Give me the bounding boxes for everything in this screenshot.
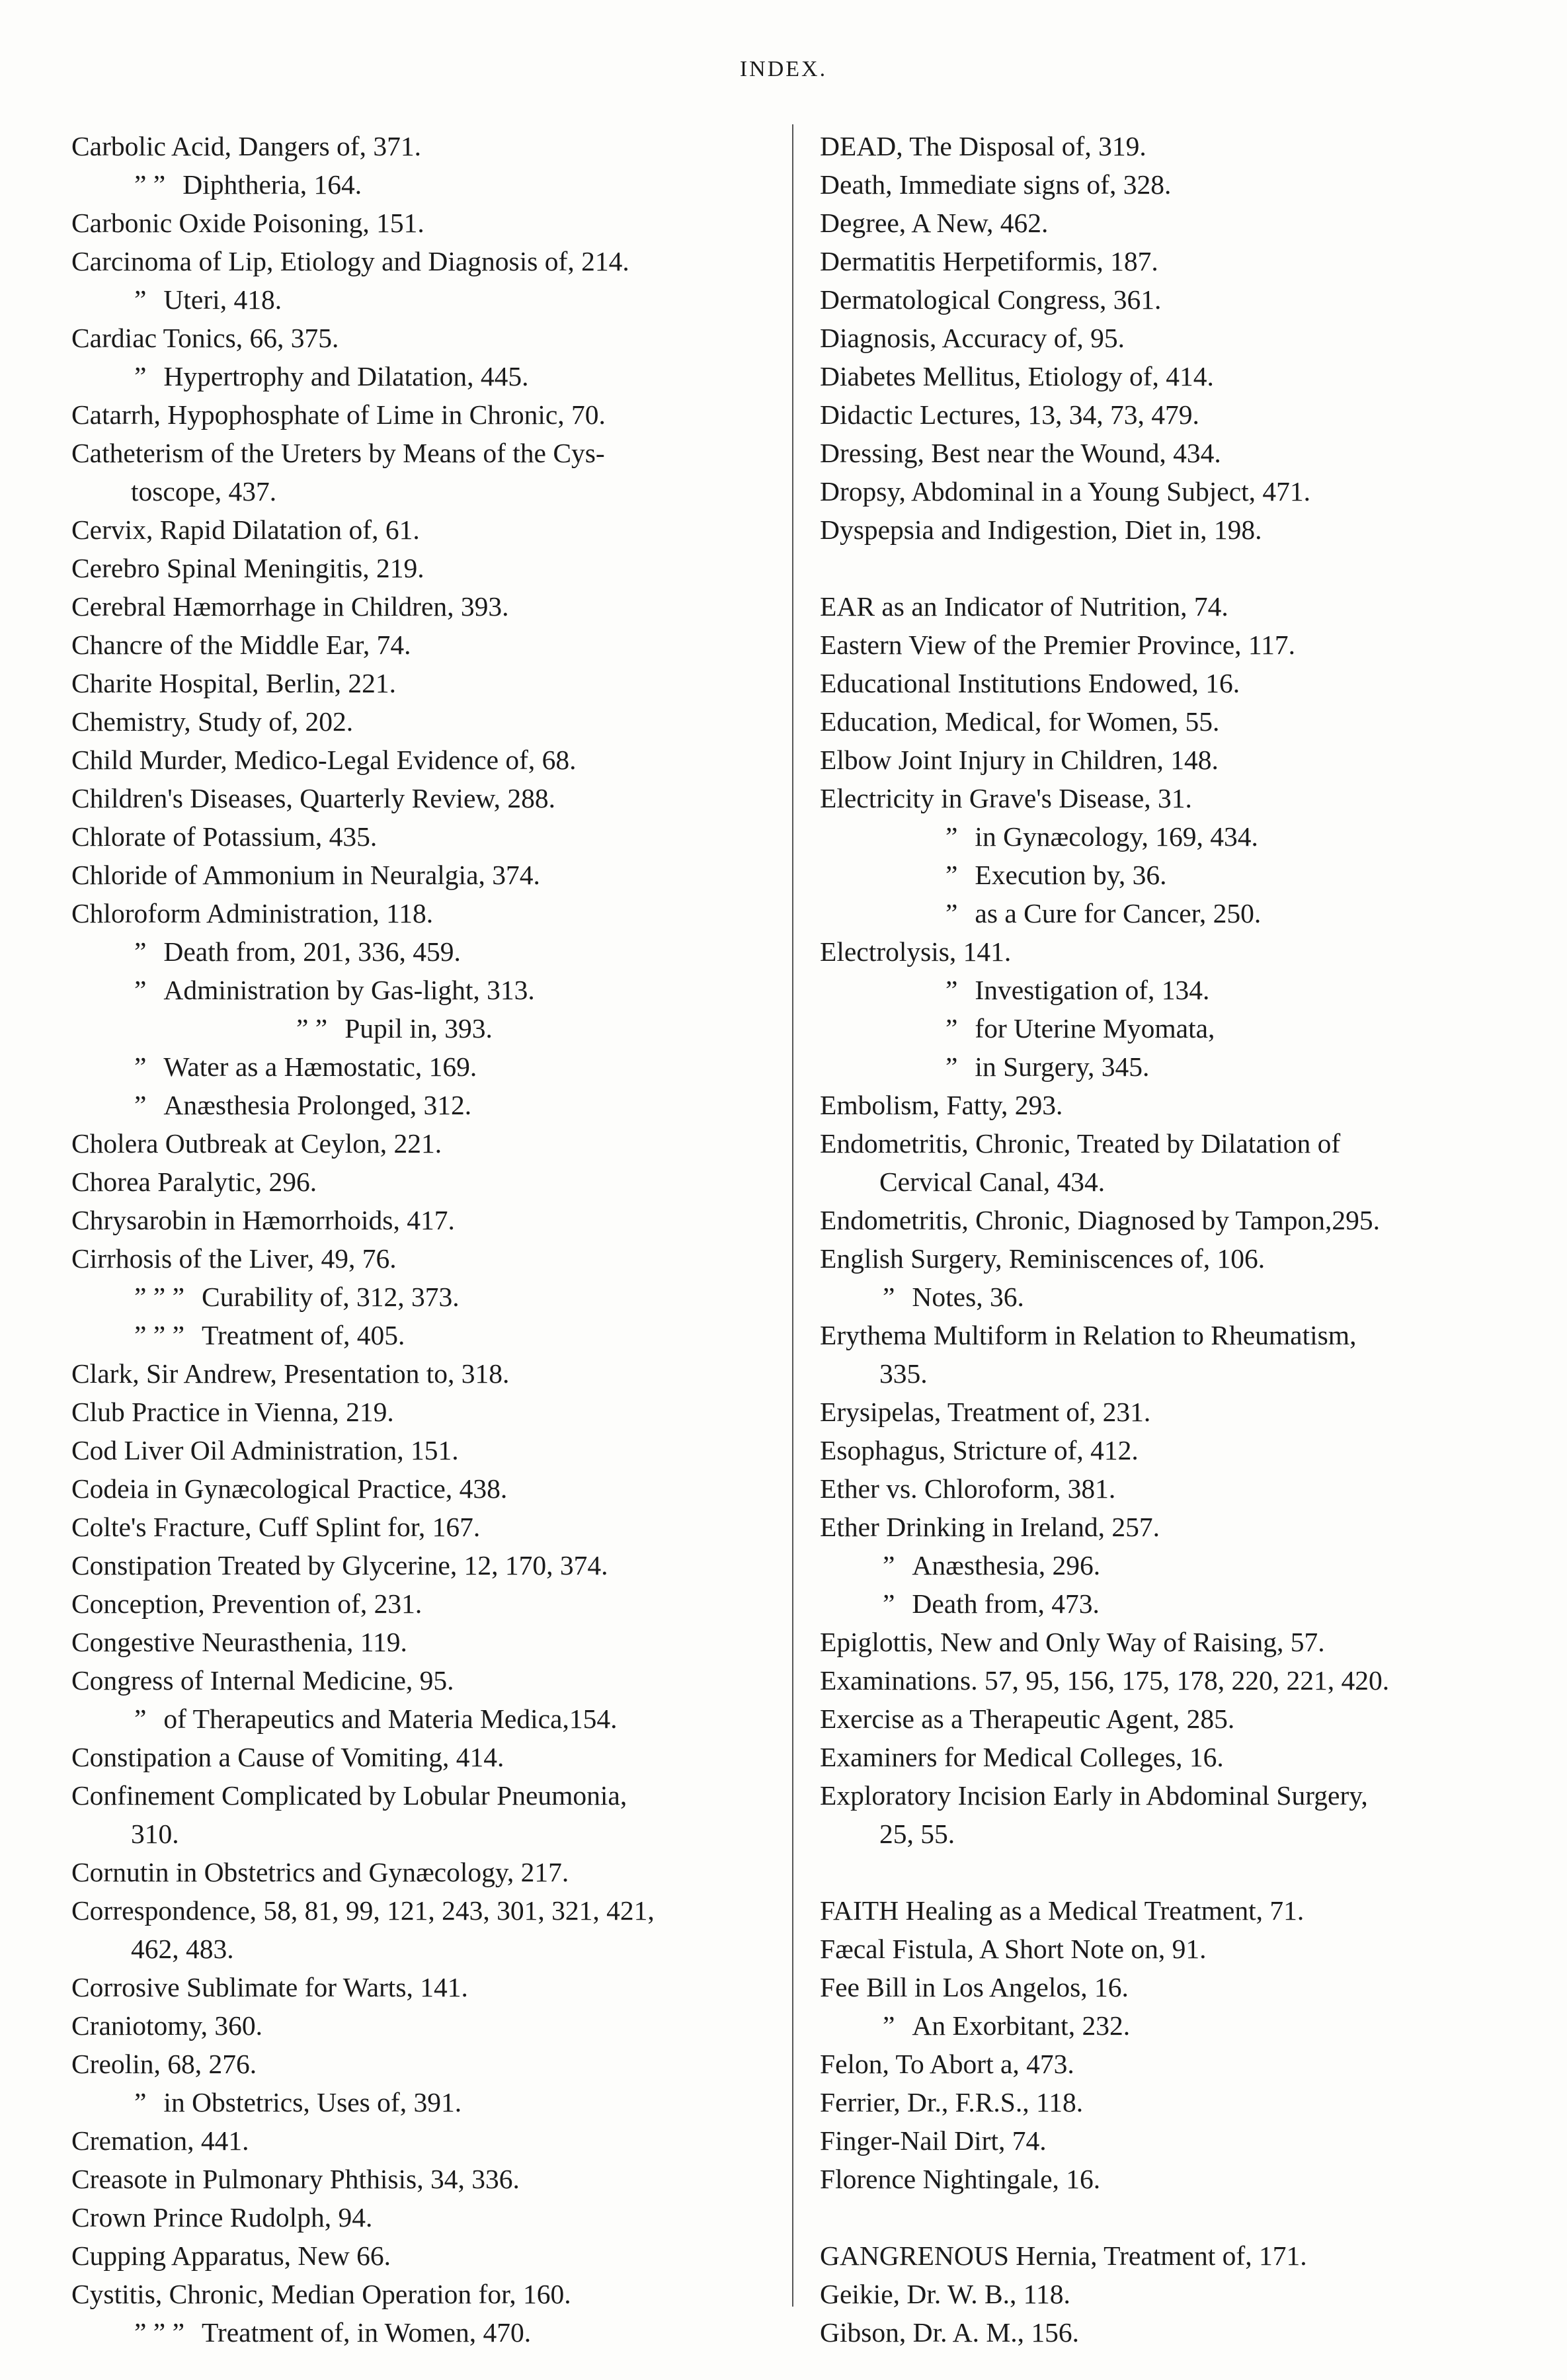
ditto-mark: ” ” ” (134, 1320, 185, 1350)
index-entry (820, 2236, 1527, 2275)
index-entry (71, 242, 785, 280)
section-spacer (820, 1853, 1527, 1891)
entry-text: Epiglottis, New and Only Way of Raising, 57. (820, 1627, 1325, 1657)
entry-text: Crown Prince Rudolph, 94. (71, 2202, 373, 2233)
index-entry (71, 2236, 785, 2275)
entry-text: Clark, Sir Andrew, Presentation to, 318. (71, 1358, 510, 1389)
entry-text: Chloroform Administration, 118. (71, 898, 434, 928)
entry-text: Investigation of, 134. (975, 975, 1210, 1005)
entry-text: Electricity in Grave's Disease, 31. (820, 783, 1192, 813)
index-entry (820, 204, 1527, 242)
entry-text: Cupping Apparatus, New 66. (71, 2240, 391, 2271)
index-entry (820, 2006, 1527, 2045)
index-entry (820, 971, 1527, 1009)
entry-text: in Surgery, 345. (975, 1051, 1150, 1082)
entry-text: Carbolic Acid, Dangers of, 371. (71, 131, 422, 161)
index-entry (71, 1393, 785, 1431)
entry-text: Charite Hospital, Berlin, 221. (71, 668, 397, 698)
entry-text: Correspondence, 58, 81, 99, 121, 243, 301, 321, 421, (71, 1895, 655, 1926)
entry-text: Cremation, 441. (71, 2125, 249, 2156)
index-entry (820, 2275, 1527, 2313)
index-entry (71, 779, 785, 817)
column-divider (792, 124, 793, 2307)
index-entry (71, 817, 785, 856)
index-entry (820, 1047, 1527, 1086)
page-header: INDEX. (739, 57, 828, 81)
entry-text: An Exorbitant, 232. (912, 2010, 1131, 2041)
entry-text: Educational Institutions Endowed, 16. (820, 668, 1240, 698)
ditto-mark: ” ” (134, 169, 166, 200)
index-entry (820, 702, 1527, 741)
entry-text: Eastern View of the Premier Province, 117. (820, 630, 1295, 660)
entry-text: Cholera Outbreak at Ceylon, 221. (71, 1128, 442, 1159)
index-entry (820, 1201, 1527, 1239)
entry-text: Cerebro Spinal Meningitis, 219. (71, 553, 424, 583)
index-entry (820, 817, 1527, 856)
ditto-mark: ” (883, 1550, 895, 1580)
index-entry (71, 702, 785, 741)
entry-text: Colte's Fracture, Cuff Splint for, 167. (71, 1512, 481, 1542)
index-entry (71, 1891, 785, 1930)
entry-text: Constipation Treated by Glycerine, 12, 170, 374. (71, 1550, 608, 1580)
entry-text: as a Cure for Cancer, 250. (975, 898, 1262, 928)
index-entry (820, 2313, 1527, 2352)
ditto-mark: ” (883, 1588, 895, 1619)
entry-text: Cornutin in Obstetrics and Gynæcology, 217. (71, 1857, 569, 1887)
ditto-mark: ” (134, 1090, 147, 1120)
entry-text: toscope, 437. (131, 476, 277, 507)
index-entry (820, 1584, 1527, 1623)
entry-text: Death from, 201, 336, 459. (163, 936, 461, 967)
ditto-mark: ” (134, 1051, 147, 1082)
index-entry (71, 2121, 785, 2160)
index-entry (820, 319, 1527, 357)
index-entry (820, 587, 1527, 626)
entry-text: Diagnosis, Accuracy of, 95. (820, 323, 1125, 353)
index-entry (71, 664, 785, 702)
entry-text: Esophagus, Stricture of, 412. (820, 1435, 1139, 1465)
entry-text: Congress of Internal Medicine, 95. (71, 1665, 454, 1696)
ditto-mark: ” (883, 1282, 895, 1312)
index-entry (71, 1700, 785, 1738)
ditto-mark: ” ” (296, 1013, 328, 1044)
ditto-mark: ” (945, 1013, 958, 1044)
entry-text: Diphtheria, 164. (182, 169, 362, 200)
entry-text: Death, Immediate signs of, 328. (820, 169, 1172, 200)
entry-text: Craniotomy, 360. (71, 2010, 262, 2041)
index-entry (71, 127, 785, 165)
entry-text: Examinations. 57, 95, 156, 175, 178, 220, 221, 420. (820, 1665, 1390, 1696)
index-entry (71, 280, 785, 319)
index-entry (820, 1930, 1527, 1968)
entry-text: Ether Drinking in Ireland, 257. (820, 1512, 1160, 1542)
entry-text: Chemistry, Study of, 202. (71, 706, 354, 737)
index-entry (71, 204, 785, 242)
index-entry (820, 1239, 1527, 1278)
index-entry (71, 1163, 785, 1201)
index-entry (71, 1431, 785, 1469)
entry-text: English Surgery, Reminiscences of, 106. (820, 1243, 1266, 1274)
ditto-mark: ” (134, 936, 147, 967)
index-entry (71, 2160, 785, 2198)
entry-text: Chrysarobin in Hæmorrhoids, 417. (71, 1205, 455, 1235)
index-entry (71, 1009, 785, 1047)
index-entry (71, 856, 785, 894)
index-entry (71, 1316, 785, 1354)
index-entry (820, 856, 1527, 894)
entry-text: Corrosive Sublimate for Warts, 141. (71, 1972, 468, 2002)
index-entry (820, 2083, 1527, 2121)
ditto-mark: ” (134, 284, 147, 315)
entry-text: Anæsthesia Prolonged, 312. (163, 1090, 472, 1120)
index-entry (820, 2121, 1527, 2160)
entry-text: Erysipelas, Treatment of, 231. (820, 1397, 1151, 1427)
index-entry (71, 1239, 785, 1278)
entry-text: Cerebral Hæmorrhage in Children, 393. (71, 591, 509, 622)
index-entry (71, 472, 785, 511)
index-entry (71, 587, 785, 626)
index-entry (820, 1163, 1527, 1201)
entry-text: Dressing, Best near the Wound, 434. (820, 438, 1221, 468)
index-entry (71, 1930, 785, 1968)
index-entry (71, 1623, 785, 1661)
index-entry (820, 1968, 1527, 2006)
index-entry (71, 2198, 785, 2236)
entry-text: Administration by Gas-light, 313. (163, 975, 535, 1005)
index-entry (820, 1316, 1527, 1354)
index-entry (71, 434, 785, 472)
index-entry (71, 165, 785, 204)
index-entry (820, 1623, 1527, 1661)
index-entry (820, 127, 1527, 165)
index-entry (820, 242, 1527, 280)
index-entry (71, 1546, 785, 1584)
entry-text: Hypertrophy and Dilatation, 445. (163, 361, 529, 391)
section-spacer (820, 549, 1527, 587)
index-entry (71, 357, 785, 395)
index-entry (71, 395, 785, 434)
index-entry (71, 1354, 785, 1393)
entry-text: Florence Nightingale, 16. (820, 2164, 1101, 2194)
entry-text: Execution by, 36. (975, 860, 1167, 890)
entry-text: 25, 55. (879, 1819, 955, 1849)
index-entry (71, 971, 785, 1009)
index-entry (820, 1661, 1527, 1700)
entry-text: Geikie, Dr. W. B., 118. (820, 2279, 1070, 2309)
entry-text: Conception, Prevention of, 231. (71, 1588, 422, 1619)
index-entry (820, 1700, 1527, 1738)
index-entry (71, 2275, 785, 2313)
index-entry (71, 1853, 785, 1891)
entry-text: Cystitis, Chronic, Median Operation for, 160. (71, 2279, 571, 2309)
entry-text: for Uterine Myomata, (975, 1013, 1215, 1044)
entry-text: Fæcal Fistula, A Short Note on, 91. (820, 1934, 1207, 1964)
index-entry (820, 1508, 1527, 1546)
entry-text: DEAD, The Disposal of, 319. (820, 131, 1146, 161)
entry-text: Chorea Paralytic, 296. (71, 1167, 317, 1197)
index-entry (820, 2045, 1527, 2083)
entry-text: Chancre of the Middle Ear, 74. (71, 630, 411, 660)
entry-text: Catarrh, Hypophosphate of Lime in Chronic, 70. (71, 399, 606, 430)
index-entry (820, 664, 1527, 702)
ditto-mark: ” (945, 975, 958, 1005)
entry-text: Pupil in, 393. (344, 1013, 493, 1044)
ditto-mark: ” (945, 1051, 958, 1082)
index-entry (820, 1738, 1527, 1776)
index-entry (71, 741, 785, 779)
entry-text: Children's Diseases, Quarterly Review, 288. (71, 783, 556, 813)
entry-text: Embolism, Fatty, 293. (820, 1090, 1063, 1120)
ditto-mark: ” (134, 361, 147, 391)
entry-text: EAR as an Indicator of Nutrition, 74. (820, 591, 1228, 622)
index-entry (71, 1661, 785, 1700)
entry-text: Elbow Joint Injury in Children, 148. (820, 745, 1219, 775)
entry-text: GANGRENOUS Hernia, Treatment of, 171. (820, 2240, 1307, 2271)
entry-text: in Gynæcology, 169, 434. (975, 821, 1258, 852)
index-entry (71, 1469, 785, 1508)
index-entry (71, 1815, 785, 1853)
index-entry (820, 395, 1527, 434)
entry-text: Gibson, Dr. A. M., 156. (820, 2317, 1079, 2348)
index-entry (71, 1508, 785, 1546)
left-column (71, 127, 785, 2352)
index-entry (71, 894, 785, 932)
entry-text: 335. (879, 1358, 928, 1389)
entry-text: of Therapeutics and Materia Medica,154. (163, 1703, 618, 1734)
entry-text: 462, 483. (131, 1934, 234, 1964)
entry-text: Dermatological Congress, 361. (820, 284, 1162, 315)
entry-text: Degree, A New, 462. (820, 208, 1049, 238)
index-entry (71, 2313, 785, 2352)
entry-text: Curability of, 312, 373. (202, 1282, 460, 1312)
section-spacer (820, 2198, 1527, 2236)
index-entry (820, 932, 1527, 971)
entry-text: in Obstetrics, Uses of, 391. (163, 2087, 462, 2117)
index-entry (820, 280, 1527, 319)
entry-text: Carbonic Oxide Poisoning, 151. (71, 208, 424, 238)
entry-text: Chloride of Ammonium in Neuralgia, 374. (71, 860, 540, 890)
index-entry (820, 2160, 1527, 2198)
index-entry (71, 1738, 785, 1776)
index-entry (820, 1086, 1527, 1124)
entry-text: Exploratory Incision Early in Abdominal Surgery, (820, 1780, 1368, 1811)
index-entry (71, 932, 785, 971)
entry-text: Cervix, Rapid Dilatation of, 61. (71, 514, 420, 545)
entry-text: Club Practice in Vienna, 219. (71, 1397, 394, 1427)
index-entry (71, 1047, 785, 1086)
entry-text: Creolin, 68, 276. (71, 2049, 257, 2079)
ditto-mark: ” (945, 821, 958, 852)
entry-text: Treatment of, in Women, 470. (202, 2317, 532, 2348)
entry-text: Dropsy, Abdominal in a Young Subject, 471. (820, 476, 1311, 507)
index-entry (820, 894, 1527, 932)
index-entry (820, 1124, 1527, 1163)
entry-text: Confinement Complicated by Lobular Pneumonia, (71, 1780, 627, 1811)
entry-text: Examiners for Medical Colleges, 16. (820, 1742, 1224, 1772)
index-entry (71, 511, 785, 549)
entry-text: Carcinoma of Lip, Etiology and Diagnosis of, 214. (71, 246, 629, 276)
entry-text: Cardiac Tonics, 66, 375. (71, 323, 339, 353)
ditto-mark: ” (134, 1703, 147, 1734)
entry-text: Codeia in Gynæcological Practice, 438. (71, 1473, 508, 1504)
index-entry (820, 1469, 1527, 1508)
index-entry (71, 1086, 785, 1124)
entry-text: Child Murder, Medico-Legal Evidence of, 68. (71, 745, 577, 775)
index-entry (71, 1584, 785, 1623)
entry-text: Endometritis, Chronic, Diagnosed by Tampon,295. (820, 1205, 1380, 1235)
index-entry (71, 2006, 785, 2045)
entry-text: Erythema Multiform in Relation to Rheumatism, (820, 1320, 1357, 1350)
entry-text: Ether vs. Chloroform, 381. (820, 1473, 1116, 1504)
entry-text: Felon, To Abort a, 473. (820, 2049, 1074, 2079)
entry-text: Diabetes Mellitus, Etiology of, 414. (820, 361, 1214, 391)
entry-text: Dyspepsia and Indigestion, Diet in, 198. (820, 514, 1262, 545)
entry-text: 310. (131, 1819, 179, 1849)
index-entry (820, 357, 1527, 395)
ditto-mark: ” (883, 2010, 895, 2041)
ditto-mark: ” ” ” (134, 1282, 185, 1312)
index-entry (71, 2045, 785, 2083)
ditto-mark: ” (945, 898, 958, 928)
entry-text: Exercise as a Therapeutic Agent, 285. (820, 1703, 1235, 1734)
entry-text: Ferrier, Dr., F.R.S., 118. (820, 2087, 1084, 2117)
entry-text: Treatment of, 405. (202, 1320, 405, 1350)
entry-text: Cirrhosis of the Liver, 49, 76. (71, 1243, 397, 1274)
entry-text: Uteri, 418. (163, 284, 282, 315)
right-column (820, 127, 1527, 2352)
index-entry (71, 1201, 785, 1239)
entry-text: Didactic Lectures, 13, 34, 73, 479. (820, 399, 1199, 430)
index-entry (71, 1968, 785, 2006)
entry-text: Creasote in Pulmonary Phthisis, 34, 336. (71, 2164, 520, 2194)
index-entry (820, 1815, 1527, 1853)
index-entry (820, 1393, 1527, 1431)
entry-text: Constipation a Cause of Vomiting, 414. (71, 1742, 504, 1772)
index-entry (71, 1124, 785, 1163)
entry-text: Chlorate of Potassium, 435. (71, 821, 378, 852)
index-entry (820, 434, 1527, 472)
index-entry (820, 741, 1527, 779)
entry-text: Dermatitis Herpetiformis, 187. (820, 246, 1158, 276)
ditto-mark: ” (945, 860, 958, 890)
entry-text: Cervical Canal, 434. (879, 1167, 1105, 1197)
index-entry (820, 1009, 1527, 1047)
entry-text: Water as a Hæmostatic, 169. (163, 1051, 477, 1082)
entry-text: Electrolysis, 141. (820, 936, 1012, 967)
index-entry (820, 779, 1527, 817)
index-entry (820, 472, 1527, 511)
entry-text: Notes, 36. (912, 1282, 1024, 1312)
index-entry (71, 626, 785, 664)
index-entry (820, 1431, 1527, 1469)
ditto-mark: ” ” ” (134, 2317, 185, 2348)
entry-text: Catheterism of the Ureters by Means of the Cys- (71, 438, 605, 468)
index-entry (71, 319, 785, 357)
ditto-mark: ” (134, 2087, 147, 2117)
entry-text: Education, Medical, for Women, 55. (820, 706, 1220, 737)
index-entry (71, 549, 785, 587)
entry-text: Fee Bill in Los Angelos, 16. (820, 1972, 1129, 2002)
index-entry (820, 1354, 1527, 1393)
entry-text: Death from, 473. (912, 1588, 1100, 1619)
entry-text: Congestive Neurasthenia, 119. (71, 1627, 407, 1657)
index-entry (820, 1891, 1527, 1930)
index-entry (820, 165, 1527, 204)
ditto-mark: ” (134, 975, 147, 1005)
index-entry (71, 1278, 785, 1316)
index-entry (820, 1776, 1527, 1815)
index-entry (820, 626, 1527, 664)
entry-text: Endometritis, Chronic, Treated by Dilatation of (820, 1128, 1341, 1159)
index-entry (820, 1546, 1527, 1584)
index-entry (71, 1776, 785, 1815)
entry-text: Finger-Nail Dirt, 74. (820, 2125, 1047, 2156)
entry-text: Cod Liver Oil Administration, 151. (71, 1435, 459, 1465)
index-entry (820, 511, 1527, 549)
index-entry (71, 2083, 785, 2121)
entry-text: FAITH Healing as a Medical Treatment, 71. (820, 1895, 1305, 1926)
index-entry (820, 1278, 1527, 1316)
entry-text: Anæsthesia, 296. (912, 1550, 1101, 1580)
